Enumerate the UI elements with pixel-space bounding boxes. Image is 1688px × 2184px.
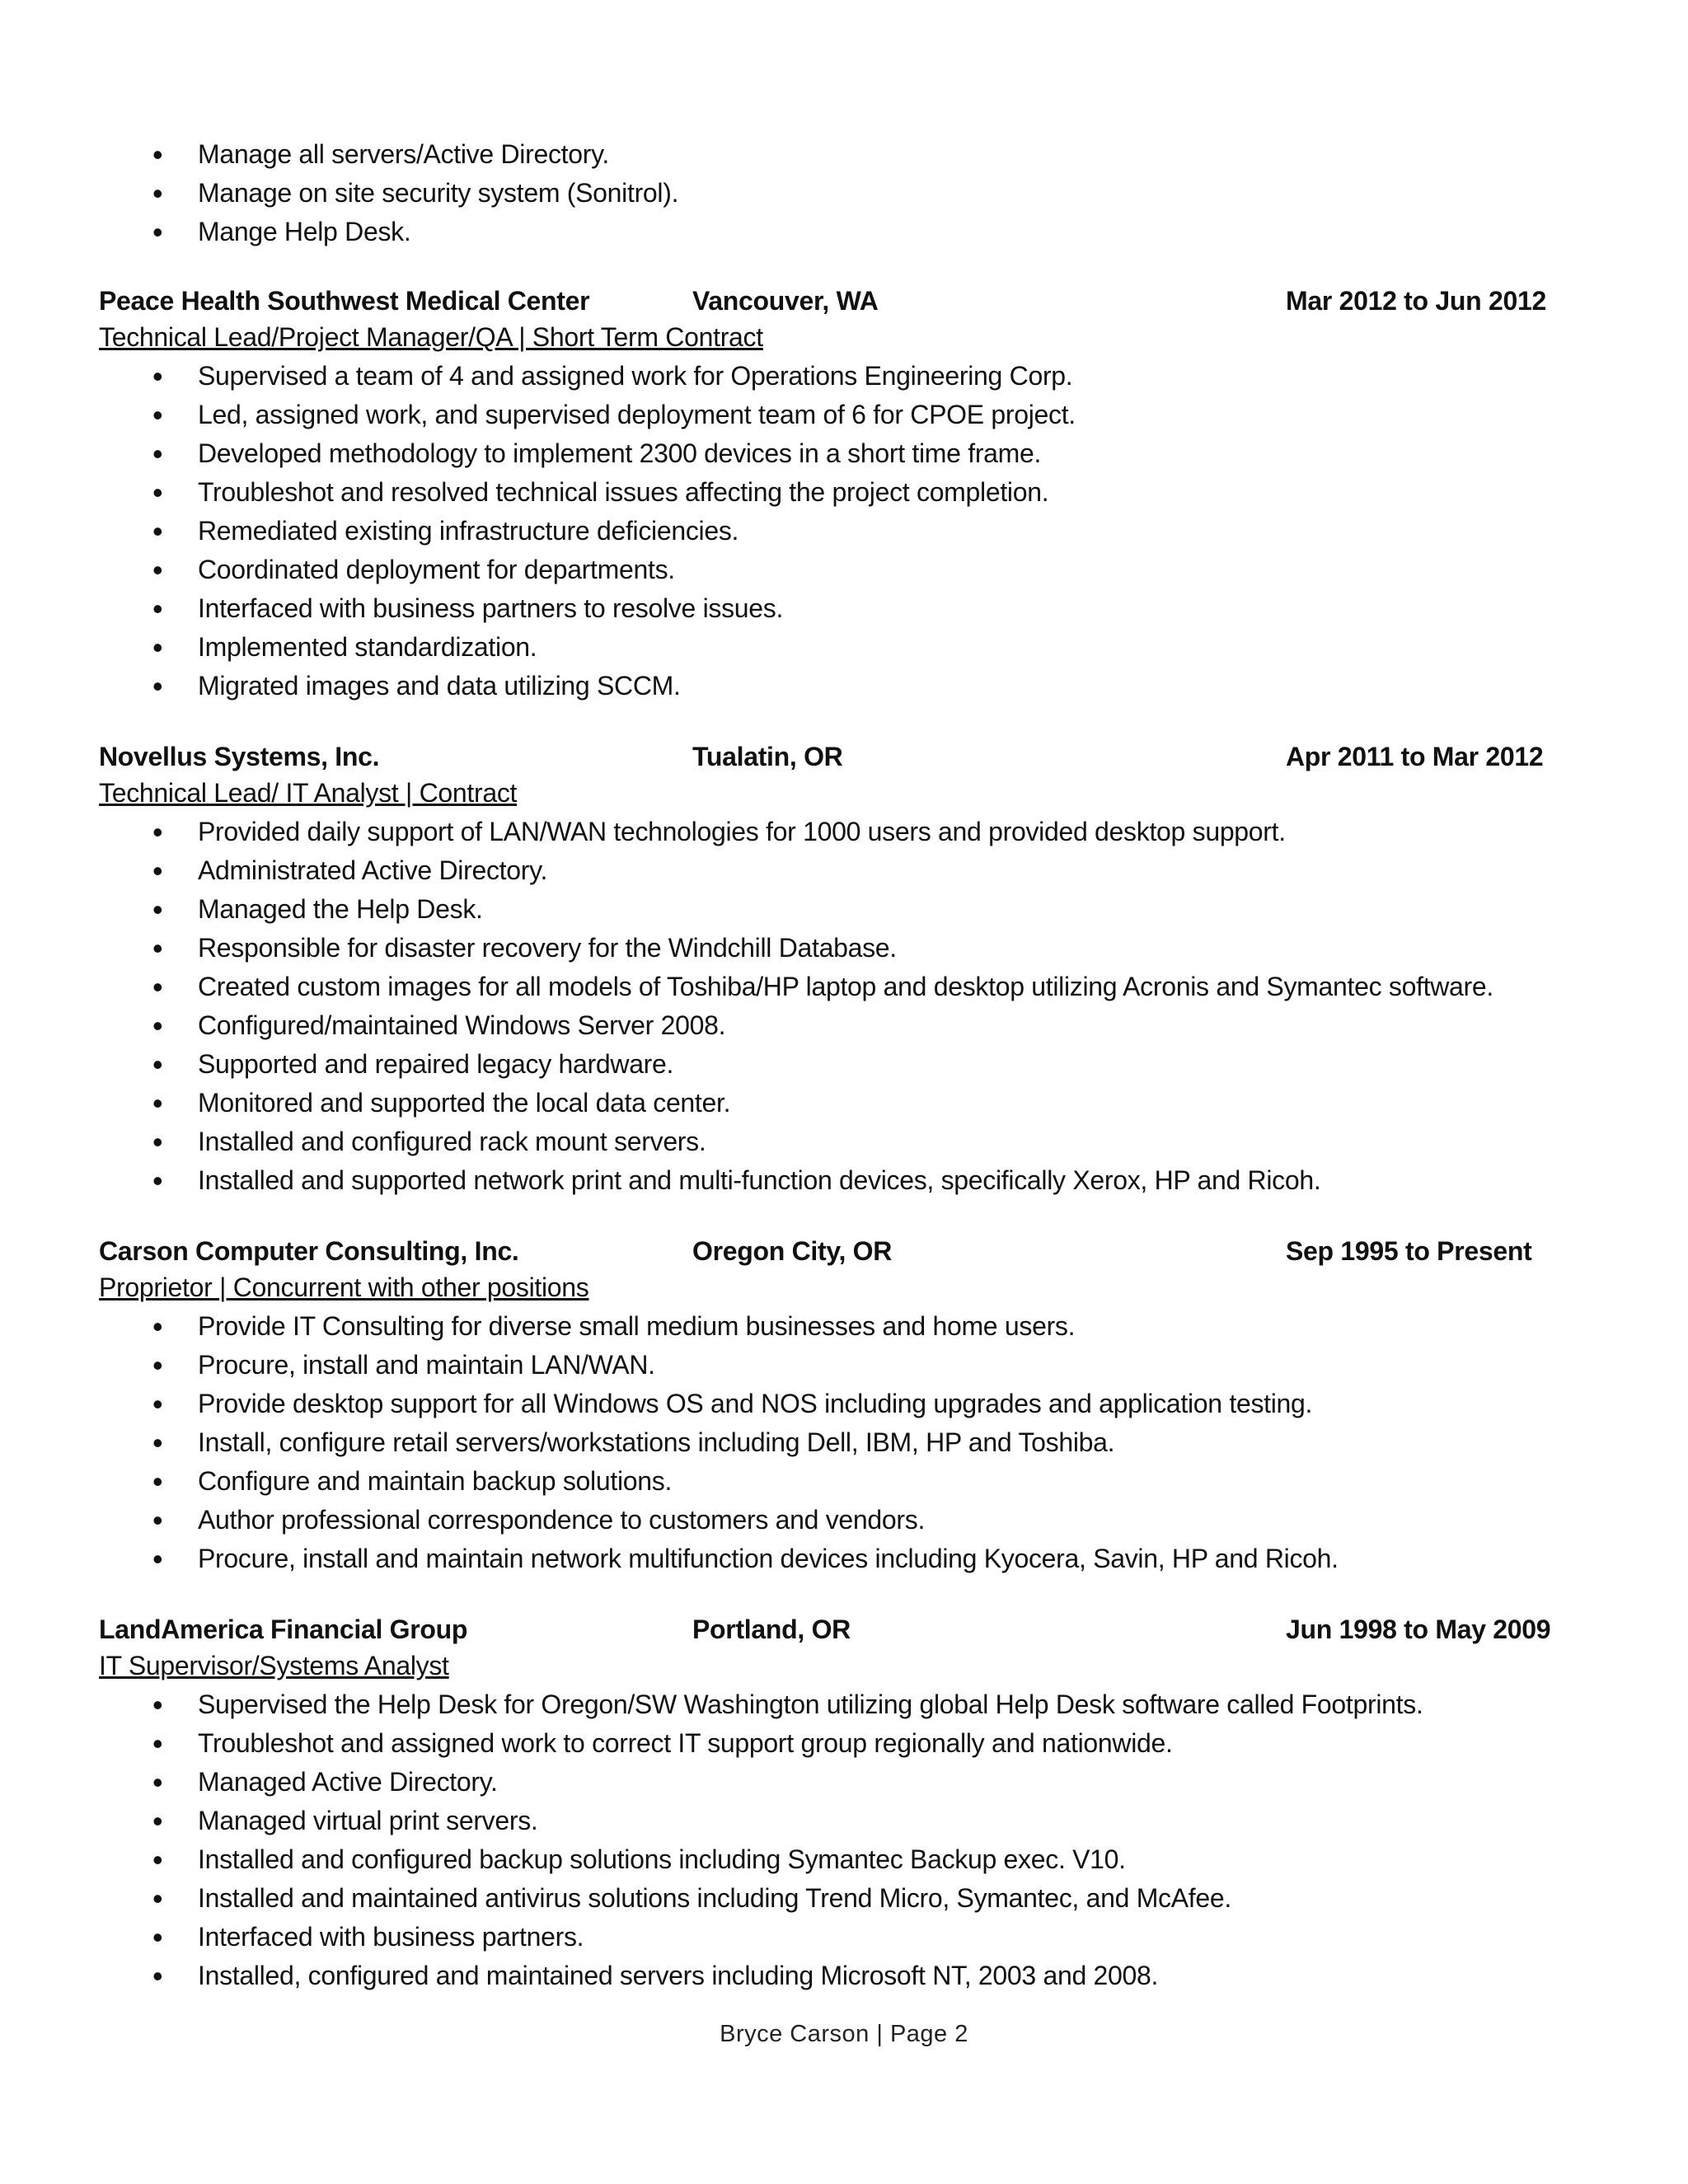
job-title: Technical Lead/ IT Analyst | Contract: [99, 778, 518, 808]
bullet-item: • Interfaced with business partners.: [198, 1918, 1582, 1957]
bullet-item: • Installed, configured and maintained servers including Microsoft NT, 2003 and 2008.: [198, 1957, 1582, 1995]
bullet-item: • Monitored and supported the local data center.: [198, 1084, 1582, 1122]
bullet-item: • Supervised a team of 4 and assigned work for Operations Engineering Corp.: [198, 357, 1582, 396]
job-header: [99, 738, 1582, 775]
job-dates: Mar 2012 to Jun 2012: [1286, 286, 1546, 316]
bullet-item: • Managed virtual print servers.: [198, 1802, 1582, 1840]
bullet-item: • Led, assigned work, and supervised deployment team of 6 for CPOE project.: [198, 396, 1582, 434]
bullet-item: • Responsible for disaster recovery for the Windchill Database.: [198, 929, 1582, 968]
bullet-item: • Installed and configured backup solutions including Symantec Backup exec. V10.: [198, 1840, 1582, 1879]
bullet-item: • Troubleshot and resolved technical issues affecting the project completion.: [198, 473, 1582, 512]
bullet-item: • Provided daily support of LAN/WAN technologies for 1000 users and provided desktop support.: [198, 813, 1582, 851]
job-header: [99, 1611, 1582, 1647]
bullet-item: • Coordinated deployment for departments.: [198, 551, 1582, 589]
bullet-item: • Managed the Help Desk.: [198, 890, 1582, 929]
job-header: [99, 283, 1582, 319]
bullet-item: • Procure, install and maintain network multifunction devices including Kyocera, Savin, HP and Ricoh.: [198, 1540, 1582, 1578]
bullet-item: • Remediated existing infrastructure deficiencies.: [198, 512, 1582, 551]
bullet-item: • Interfaced with business partners to resolve issues.: [198, 589, 1582, 628]
job-bullet-list: [99, 813, 1582, 1200]
bullet-item: • Procure, install and maintain LAN/WAN.: [198, 1346, 1582, 1385]
resume-content: [99, 135, 1582, 1995]
bullet-item: • Author professional correspondence to customers and vendors.: [198, 1501, 1582, 1540]
bullet-item: • Administrated Active Directory.: [198, 851, 1582, 890]
page-footer: Bryce Carson | Page 2: [720, 2021, 968, 2047]
intro-bullet-list: [99, 135, 1582, 251]
bullet-item: • Supported and repaired legacy hardware.: [198, 1045, 1582, 1084]
job-dates: Apr 2011 to Mar 2012: [1286, 742, 1544, 771]
company-name: Novellus Systems, Inc.: [99, 742, 380, 771]
bullet-item: • Provide desktop support for all Windows OS and NOS including upgrades and application testing.: [198, 1385, 1582, 1423]
job-bullet-list: [99, 1307, 1582, 1578]
bullet-item: • Provide IT Consulting for diverse small medium businesses and home users.: [198, 1307, 1582, 1346]
job-header: [99, 1233, 1582, 1269]
bullet-item: • Installed and configured rack mount servers.: [198, 1122, 1582, 1161]
job-dates: Sep 1995 to Present: [1286, 1236, 1532, 1266]
job-entry: [99, 738, 1582, 1200]
company-name: Carson Computer Consulting, Inc.: [99, 1236, 519, 1266]
job-title: Technical Lead/Project Manager/QA | Short Term Contract: [99, 322, 763, 352]
bullet-item: • Supervised the Help Desk for Oregon/SW Washington utilizing global Help Desk software called Footprints.: [198, 1685, 1582, 1724]
bullet-item: • Migrated images and data utilizing SCCM.: [198, 667, 1582, 705]
job-entry: [99, 1611, 1582, 1995]
bullet-item: • Troubleshot and assigned work to correct IT support group regionally and nationwide.: [198, 1724, 1582, 1763]
job-bullet-list: [99, 1685, 1582, 1995]
job-dates: Jun 1998 to May 2009: [1286, 1615, 1551, 1644]
job-bullet-list: [99, 357, 1582, 705]
bullet-item: • Configure and maintain backup solutions.: [198, 1462, 1582, 1501]
job-title: Proprietor | Concurrent with other positions: [99, 1272, 589, 1302]
bullet-item: • Mange Help Desk.: [198, 213, 1582, 251]
bullet-item: • Developed methodology to implement 2300 devices in a short time frame.: [198, 434, 1582, 473]
job-entry: [99, 283, 1582, 705]
bullet-item: • Managed Active Directory.: [198, 1763, 1582, 1802]
job-location: Vancouver, WA: [692, 286, 879, 316]
bullet-item: • Configured/maintained Windows Server 2008.: [198, 1006, 1582, 1045]
company-name: Peace Health Southwest Medical Center: [99, 286, 590, 316]
bullet-item: • Installed and maintained antivirus solutions including Trend Micro, Symantec, and McAfee.: [198, 1879, 1582, 1918]
job-location: Tualatin, OR: [692, 742, 843, 771]
job-location: Portland, OR: [692, 1615, 851, 1644]
bullet-item: • Manage all servers/Active Directory.: [198, 135, 1582, 174]
company-name: LandAmerica Financial Group: [99, 1615, 468, 1644]
bullet-item: • Installed and supported network print and multi-function devices, specifically Xerox, HP and Ricoh.: [198, 1161, 1582, 1200]
bullet-item: • Implemented standardization.: [198, 628, 1582, 667]
job-location: Oregon City, OR: [692, 1236, 893, 1266]
job-title: IT Supervisor/Systems Analyst: [99, 1651, 449, 1680]
job-entry: [99, 1233, 1582, 1578]
bullet-item: • Install, configure retail servers/workstations including Dell, IBM, HP and Toshiba.: [198, 1423, 1582, 1462]
bullet-item: • Manage on site security system (Sonitrol).: [198, 174, 1582, 213]
bullet-item: • Created custom images for all models of Toshiba/HP laptop and desktop utilizing Acronis and Symantec software.: [198, 968, 1582, 1006]
